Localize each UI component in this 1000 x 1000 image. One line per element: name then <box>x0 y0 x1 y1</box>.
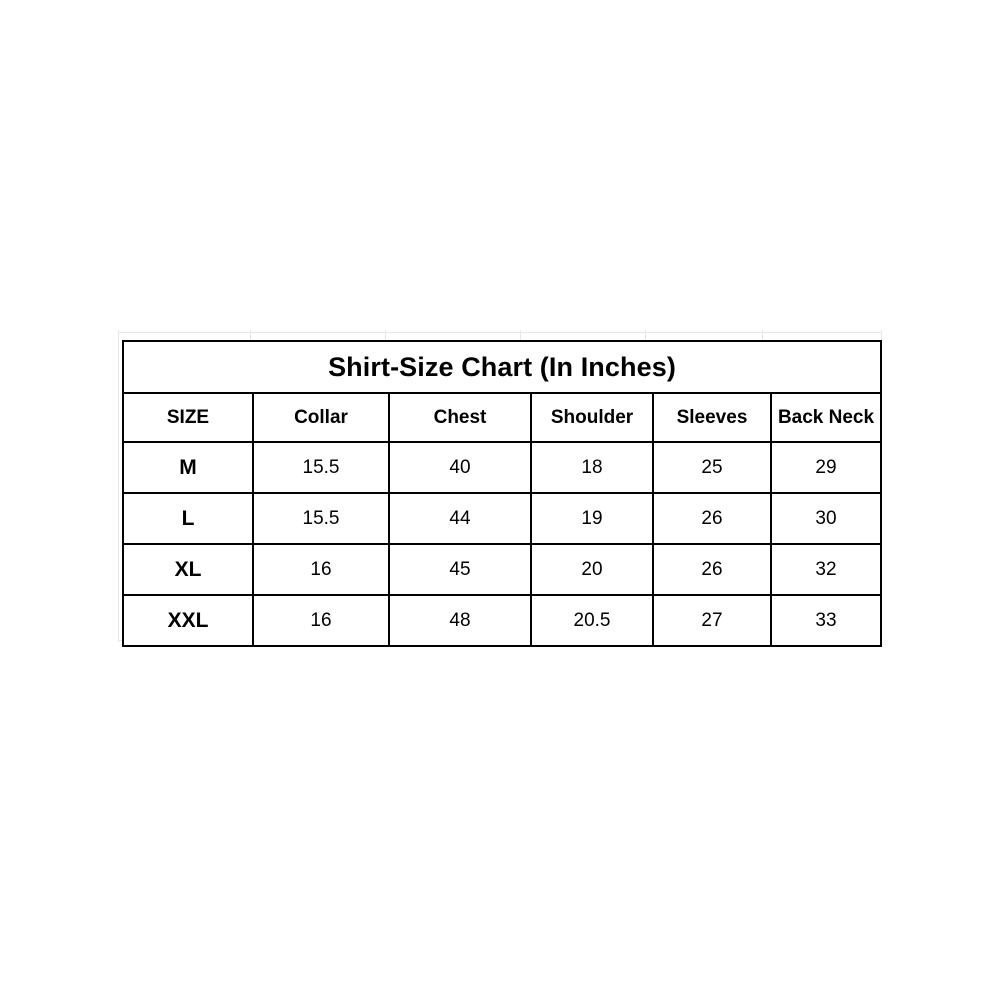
cell-collar: 15.5 <box>253 442 389 493</box>
column-header-back-neck: Back Neck <box>771 393 881 442</box>
column-header-sleeves: Sleeves <box>653 393 771 442</box>
table-row <box>123 544 881 595</box>
column-header-size: SIZE <box>123 393 253 442</box>
cell-chest: 48 <box>389 595 531 646</box>
cell-size: XL <box>123 544 253 595</box>
cell-back-neck: 32 <box>771 544 881 595</box>
cell-chest: 44 <box>389 493 531 544</box>
cell-sleeves: 27 <box>653 595 771 646</box>
size-chart-table <box>122 340 882 647</box>
cell-sleeves: 25 <box>653 442 771 493</box>
cell-size: M <box>123 442 253 493</box>
column-header-chest: Chest <box>389 393 531 442</box>
cell-chest: 40 <box>389 442 531 493</box>
cell-sleeves: 26 <box>653 544 771 595</box>
column-header-row <box>123 393 881 442</box>
cell-shoulder: 18 <box>531 442 653 493</box>
cell-size: L <box>123 493 253 544</box>
cell-collar: 16 <box>253 544 389 595</box>
cell-chest: 45 <box>389 544 531 595</box>
title-row <box>123 341 881 393</box>
background-gridline <box>118 332 882 333</box>
cell-shoulder: 20.5 <box>531 595 653 646</box>
cell-shoulder: 19 <box>531 493 653 544</box>
cell-back-neck: 29 <box>771 442 881 493</box>
cell-collar: 16 <box>253 595 389 646</box>
cell-back-neck: 30 <box>771 493 881 544</box>
table-row <box>123 493 881 544</box>
cell-collar: 15.5 <box>253 493 389 544</box>
cell-shoulder: 20 <box>531 544 653 595</box>
cell-size: XXL <box>123 595 253 646</box>
cell-sleeves: 26 <box>653 493 771 544</box>
table-row <box>123 442 881 493</box>
cell-back-neck: 33 <box>771 595 881 646</box>
column-header-collar: Collar <box>253 393 389 442</box>
size-chart-table-wrapper <box>122 340 880 647</box>
background-gridline <box>118 330 119 642</box>
column-header-shoulder: Shoulder <box>531 393 653 442</box>
chart-title: Shirt-Size Chart (In Inches) <box>123 341 881 393</box>
table-row <box>123 595 881 646</box>
